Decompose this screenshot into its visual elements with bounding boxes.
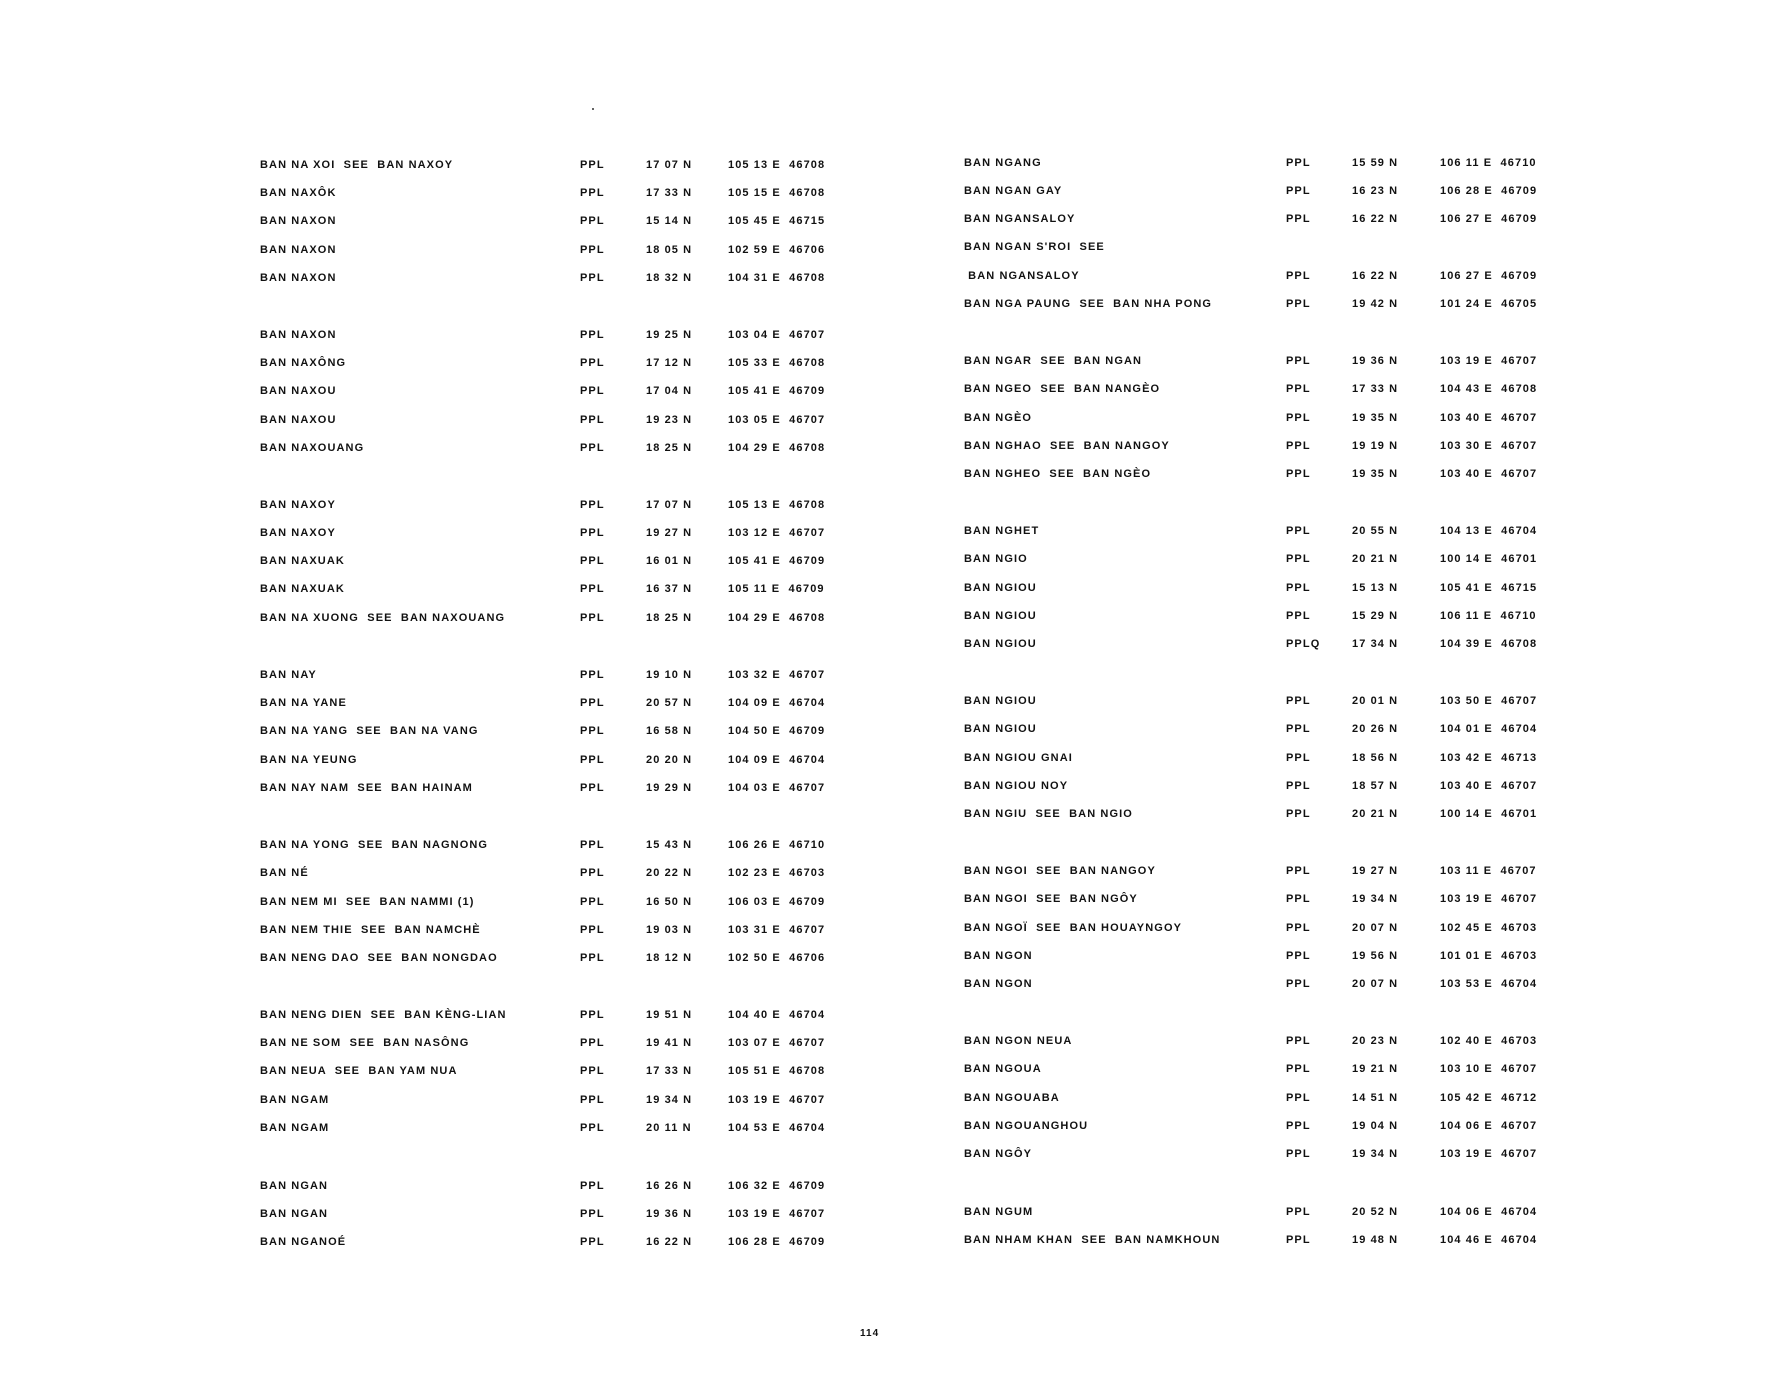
latitude: 19 27 N: [646, 527, 693, 539]
latitude: 20 07 N: [1352, 978, 1399, 990]
latitude: 20 01 N: [1352, 695, 1399, 707]
longitude-and-map-ref: 103 19 E 46707: [1440, 1148, 1538, 1160]
latitude: 20 55 N: [1352, 525, 1399, 537]
place-name: BAN NAXON: [260, 272, 337, 284]
latitude: 18 57 N: [1352, 780, 1399, 792]
longitude-and-map-ref: 106 28 E 46709: [1440, 185, 1538, 197]
place-name: BAN NGANOÉ: [260, 1236, 347, 1248]
latitude: 17 07 N: [646, 499, 693, 511]
latitude: 14 51 N: [1352, 1092, 1399, 1104]
place-name: BAN NGHAO SEE BAN NANGOY: [964, 440, 1170, 452]
latitude: 17 04 N: [646, 385, 693, 397]
latitude: 16 26 N: [646, 1180, 693, 1192]
longitude-and-map-ref: 102 59 E 46706: [728, 244, 826, 256]
feature-code: PPL: [580, 1009, 605, 1021]
latitude: 19 34 N: [1352, 1148, 1399, 1160]
place-name: BAN NGÈO: [964, 412, 1033, 424]
longitude-and-map-ref: 104 50 E 46709: [728, 725, 826, 737]
longitude-and-map-ref: 105 13 E 46708: [728, 499, 826, 511]
speck-mark: [592, 108, 594, 110]
place-name: BAN NÉ: [260, 867, 309, 879]
place-name: BAN NGAN: [260, 1180, 329, 1192]
latitude: 19 56 N: [1352, 950, 1399, 962]
latitude: 18 25 N: [646, 442, 693, 454]
latitude: 18 25 N: [646, 612, 693, 624]
latitude: 20 21 N: [1352, 553, 1399, 565]
feature-code: PPL: [1286, 610, 1311, 622]
latitude: 19 36 N: [1352, 355, 1399, 367]
longitude-and-map-ref: 104 31 E 46708: [728, 272, 826, 284]
place-name: BAN NGOI SEE BAN NGÔY: [964, 893, 1138, 905]
latitude: 19 35 N: [1352, 412, 1399, 424]
latitude: 19 41 N: [646, 1037, 693, 1049]
place-name: BAN NAXOU: [260, 385, 337, 397]
longitude-and-map-ref: 103 12 E 46707: [728, 527, 826, 539]
feature-code: PPL: [1286, 893, 1311, 905]
latitude: 19 10 N: [646, 669, 693, 681]
place-name: BAN NGOUANGHOU: [964, 1120, 1089, 1132]
place-name: BAN NGAN GAY: [964, 185, 1063, 197]
place-name: BAN NAXON: [260, 329, 337, 341]
place-name: BAN NA XUONG SEE BAN NAXOUANG: [260, 612, 506, 624]
place-name: BAN NGÔY: [964, 1148, 1033, 1160]
latitude: 20 22 N: [646, 867, 693, 879]
latitude: 19 03 N: [646, 924, 693, 936]
longitude-and-map-ref: 106 26 E 46710: [728, 839, 826, 851]
feature-code: PPL: [1286, 978, 1311, 990]
place-name: BAN NAY NAM SEE BAN HAINAM: [260, 782, 473, 794]
place-name: BAN NA YANE: [260, 697, 347, 709]
feature-code: PPL: [580, 924, 605, 936]
feature-code: PPL: [1286, 553, 1311, 565]
latitude: 19 42 N: [1352, 298, 1399, 310]
place-name: BAN NGHEO SEE BAN NGÈO: [964, 468, 1152, 480]
place-name: BAN NGAR SEE BAN NGAN: [964, 355, 1143, 367]
feature-code: PPL: [580, 867, 605, 879]
latitude: 19 36 N: [646, 1208, 693, 1220]
latitude: 20 11 N: [646, 1122, 692, 1134]
feature-code: PPL: [580, 1122, 605, 1134]
latitude: 19 34 N: [1352, 893, 1399, 905]
longitude-and-map-ref: 106 03 E 46709: [728, 896, 826, 908]
place-name: BAN NAXOY: [260, 527, 336, 539]
feature-code: PPL: [1286, 808, 1311, 820]
place-name: BAN NAXOY: [260, 499, 336, 511]
page-number: 114: [860, 1328, 880, 1339]
latitude: 16 22 N: [1352, 213, 1399, 225]
longitude-and-map-ref: 104 39 E 46708: [1440, 638, 1538, 650]
feature-code: PPL: [580, 896, 605, 908]
longitude-and-map-ref: 103 53 E 46704: [1440, 978, 1538, 990]
place-name: BAN NGOI SEE BAN NANGOY: [964, 865, 1156, 877]
feature-code: PPL: [580, 499, 605, 511]
longitude-and-map-ref: 105 42 E 46712: [1440, 1092, 1538, 1104]
longitude-and-map-ref: 103 40 E 46707: [1440, 780, 1538, 792]
feature-code: PPL: [1286, 355, 1311, 367]
longitude-and-map-ref: 103 42 E 46713: [1440, 752, 1538, 764]
latitude: 19 34 N: [646, 1094, 693, 1106]
feature-code: PPL: [580, 272, 605, 284]
feature-code: PPL: [1286, 922, 1311, 934]
longitude-and-map-ref: 103 40 E 46707: [1440, 412, 1538, 424]
latitude: 17 12 N: [646, 357, 693, 369]
place-name: BAN NGAM: [260, 1094, 330, 1106]
place-name: BAN NA XOI SEE BAN NAXOY: [260, 159, 454, 171]
latitude: 19 51 N: [646, 1009, 693, 1021]
feature-code: PPL: [1286, 695, 1311, 707]
place-name: BAN NA YONG SEE BAN NAGNONG: [260, 839, 489, 851]
feature-code: PPL: [580, 1094, 605, 1106]
feature-code: PPL: [580, 555, 605, 567]
feature-code: PPL: [1286, 157, 1311, 169]
place-name: BAN NGIOU: [964, 723, 1037, 735]
latitude: 16 58 N: [646, 725, 693, 737]
feature-code: PPL: [1286, 1120, 1311, 1132]
place-name: BAN NAXON: [260, 215, 337, 227]
latitude: 17 33 N: [646, 1065, 693, 1077]
longitude-and-map-ref: 104 06 E 46707: [1440, 1120, 1538, 1132]
feature-code: PPLQ: [1286, 638, 1321, 650]
longitude-and-map-ref: 105 41 E 46715: [1440, 582, 1538, 594]
feature-code: PPL: [1286, 1234, 1311, 1246]
longitude-and-map-ref: 104 06 E 46704: [1440, 1206, 1538, 1218]
feature-code: PPL: [580, 244, 605, 256]
latitude: 16 50 N: [646, 896, 693, 908]
feature-code: PPL: [1286, 950, 1311, 962]
latitude: 19 25 N: [646, 329, 693, 341]
feature-code: PPL: [1286, 412, 1311, 424]
feature-code: PPL: [580, 782, 605, 794]
longitude-and-map-ref: 104 13 E 46704: [1440, 525, 1538, 537]
longitude-and-map-ref: 106 32 E 46709: [728, 1180, 826, 1192]
feature-code: PPL: [580, 725, 605, 737]
latitude: 16 01 N: [646, 555, 693, 567]
latitude: 19 27 N: [1352, 865, 1399, 877]
longitude-and-map-ref: 106 11 E 46710: [1440, 157, 1537, 169]
feature-code: PPL: [580, 839, 605, 851]
latitude: 19 29 N: [646, 782, 693, 794]
longitude-and-map-ref: 103 05 E 46707: [728, 414, 826, 426]
place-name: BAN NGANSALOY: [964, 213, 1076, 225]
longitude-and-map-ref: 104 09 E 46704: [728, 754, 826, 766]
place-name: BAN NGUM: [964, 1206, 1034, 1218]
place-name: BAN NGIOU GNAI: [964, 752, 1073, 764]
feature-code: PPL: [1286, 582, 1311, 594]
feature-code: PPL: [580, 669, 605, 681]
place-name: BAN NGAM: [260, 1122, 330, 1134]
longitude-and-map-ref: 105 41 E 46709: [728, 385, 826, 397]
place-name: BAN NAXUAK: [260, 555, 345, 567]
latitude: 20 52 N: [1352, 1206, 1399, 1218]
latitude: 16 37 N: [646, 583, 693, 595]
place-name: BAN NAY: [260, 669, 317, 681]
longitude-and-map-ref: 103 10 E 46707: [1440, 1063, 1538, 1075]
feature-code: PPL: [580, 1208, 605, 1220]
place-name: BAN NHAM KHAN SEE BAN NAMKHOUN: [964, 1234, 1221, 1246]
feature-code: PPL: [580, 527, 605, 539]
place-name: BAN NGIO: [964, 553, 1028, 565]
longitude-and-map-ref: 104 40 E 46704: [728, 1009, 826, 1021]
longitude-and-map-ref: 103 19 E 46707: [728, 1094, 826, 1106]
place-name: BAN NENG DAO SEE BAN NONGDAO: [260, 952, 498, 964]
longitude-and-map-ref: 104 29 E 46708: [728, 442, 826, 454]
feature-code: PPL: [1286, 780, 1311, 792]
place-name: BAN NGANSALOY: [964, 270, 1080, 282]
feature-code: PPL: [580, 442, 605, 454]
latitude: 18 32 N: [646, 272, 693, 284]
longitude-and-map-ref: 105 41 E 46709: [728, 555, 826, 567]
latitude: 16 22 N: [1352, 270, 1399, 282]
place-name: BAN NGAN: [260, 1208, 329, 1220]
place-name: BAN NGAN S'ROI SEE: [964, 241, 1105, 253]
feature-code: PPL: [580, 1037, 605, 1049]
feature-code: PPL: [1286, 525, 1311, 537]
longitude-and-map-ref: 103 19 E 46707: [1440, 893, 1538, 905]
latitude: 19 23 N: [646, 414, 693, 426]
longitude-and-map-ref: 104 09 E 46704: [728, 697, 826, 709]
feature-code: PPL: [580, 357, 605, 369]
feature-code: PPL: [1286, 270, 1311, 282]
longitude-and-map-ref: 104 29 E 46708: [728, 612, 826, 624]
longitude-and-map-ref: 105 11 E 46709: [728, 583, 825, 595]
latitude: 20 26 N: [1352, 723, 1399, 735]
latitude: 20 07 N: [1352, 922, 1399, 934]
latitude: 20 21 N: [1352, 808, 1399, 820]
feature-code: PPL: [580, 1236, 605, 1248]
longitude-and-map-ref: 105 33 E 46708: [728, 357, 826, 369]
place-name: BAN NGEO SEE BAN NANGÈO: [964, 383, 1161, 395]
place-name: BAN NGON NEUA: [964, 1035, 1073, 1047]
feature-code: PPL: [1286, 298, 1311, 310]
feature-code: PPL: [580, 187, 605, 199]
feature-code: PPL: [580, 952, 605, 964]
latitude: 20 20 N: [646, 754, 693, 766]
longitude-and-map-ref: 104 46 E 46704: [1440, 1234, 1538, 1246]
place-name: BAN NA YANG SEE BAN NA VANG: [260, 725, 479, 737]
feature-code: PPL: [1286, 1148, 1311, 1160]
place-name: BAN NGHET: [964, 525, 1040, 537]
place-name: BAN NAXÔNG: [260, 357, 347, 369]
latitude: 18 56 N: [1352, 752, 1399, 764]
feature-code: PPL: [1286, 185, 1311, 197]
latitude: 19 35 N: [1352, 468, 1399, 480]
place-name: BAN NEM MI SEE BAN NAMMI (1): [260, 896, 475, 908]
feature-code: PPL: [580, 159, 605, 171]
longitude-and-map-ref: 103 50 E 46707: [1440, 695, 1538, 707]
feature-code: PPL: [1286, 468, 1311, 480]
feature-code: PPL: [1286, 440, 1311, 452]
longitude-and-map-ref: 102 50 E 46706: [728, 952, 826, 964]
place-name: BAN NENG DIEN SEE BAN KÈNG-LIAN: [260, 1009, 507, 1021]
longitude-and-map-ref: 105 15 E 46708: [728, 187, 826, 199]
latitude: 15 13 N: [1352, 582, 1399, 594]
feature-code: PPL: [580, 697, 605, 709]
longitude-and-map-ref: 104 03 E 46707: [728, 782, 826, 794]
feature-code: PPL: [1286, 1035, 1311, 1047]
place-name: BAN NA YEUNG: [260, 754, 358, 766]
place-name: BAN NGA PAUNG SEE BAN NHA PONG: [964, 298, 1213, 310]
feature-code: PPL: [1286, 865, 1311, 877]
latitude: 20 23 N: [1352, 1035, 1399, 1047]
place-name: BAN NGOUA: [964, 1063, 1042, 1075]
feature-code: PPL: [580, 1180, 605, 1192]
longitude-and-map-ref: 100 14 E 46701: [1440, 808, 1538, 820]
latitude: 20 57 N: [646, 697, 693, 709]
latitude: 17 33 N: [1352, 383, 1399, 395]
latitude: 15 14 N: [646, 215, 693, 227]
latitude: 16 23 N: [1352, 185, 1399, 197]
latitude: 17 34 N: [1352, 638, 1399, 650]
latitude: 19 48 N: [1352, 1234, 1399, 1246]
feature-code: PPL: [580, 754, 605, 766]
latitude: 19 21 N: [1352, 1063, 1399, 1075]
latitude: 15 59 N: [1352, 157, 1399, 169]
latitude: 18 05 N: [646, 244, 693, 256]
latitude: 17 33 N: [646, 187, 693, 199]
feature-code: PPL: [580, 583, 605, 595]
feature-code: PPL: [580, 385, 605, 397]
feature-code: PPL: [580, 414, 605, 426]
longitude-and-map-ref: 103 30 E 46707: [1440, 440, 1538, 452]
place-name: BAN NGIOU: [964, 638, 1037, 650]
longitude-and-map-ref: 101 01 E 46703: [1440, 950, 1538, 962]
feature-code: PPL: [580, 329, 605, 341]
longitude-and-map-ref: 103 07 E 46707: [728, 1037, 826, 1049]
place-name: BAN NGON: [964, 950, 1033, 962]
latitude: 18 12 N: [646, 952, 693, 964]
longitude-and-map-ref: 100 14 E 46701: [1440, 553, 1538, 565]
feature-code: PPL: [1286, 1063, 1311, 1075]
place-name: BAN NAXOU: [260, 414, 337, 426]
place-name: BAN NGIOU: [964, 610, 1037, 622]
latitude: 19 04 N: [1352, 1120, 1399, 1132]
longitude-and-map-ref: 106 11 E 46710: [1440, 610, 1537, 622]
longitude-and-map-ref: 104 43 E 46708: [1440, 383, 1538, 395]
longitude-and-map-ref: 102 40 E 46703: [1440, 1035, 1538, 1047]
longitude-and-map-ref: 106 28 E 46709: [728, 1236, 826, 1248]
longitude-and-map-ref: 103 40 E 46707: [1440, 468, 1538, 480]
place-name: BAN NAXUAK: [260, 583, 345, 595]
longitude-and-map-ref: 105 45 E 46715: [728, 215, 826, 227]
place-name: BAN NGIU SEE BAN NGIO: [964, 808, 1133, 820]
latitude: 15 43 N: [646, 839, 693, 851]
longitude-and-map-ref: 102 23 E 46703: [728, 867, 826, 879]
feature-code: PPL: [1286, 1206, 1311, 1218]
place-name: BAN NAXÔK: [260, 187, 337, 199]
longitude-and-map-ref: 106 27 E 46709: [1440, 213, 1538, 225]
longitude-and-map-ref: 103 31 E 46707: [728, 924, 826, 936]
longitude-and-map-ref: 101 24 E 46705: [1440, 298, 1538, 310]
feature-code: PPL: [580, 215, 605, 227]
feature-code: PPL: [1286, 752, 1311, 764]
place-name: BAN NE SOM SEE BAN NASÔNG: [260, 1037, 470, 1049]
latitude: 16 22 N: [646, 1236, 693, 1248]
longitude-and-map-ref: 102 45 E 46703: [1440, 922, 1538, 934]
longitude-and-map-ref: 103 19 E 46707: [728, 1208, 826, 1220]
feature-code: PPL: [1286, 723, 1311, 735]
longitude-and-map-ref: 104 53 E 46704: [728, 1122, 826, 1134]
place-name: BAN NGANG: [964, 157, 1042, 169]
longitude-and-map-ref: 103 11 E 46707: [1440, 865, 1537, 877]
place-name: BAN NGON: [964, 978, 1033, 990]
place-name: BAN NGIOU: [964, 695, 1037, 707]
feature-code: PPL: [580, 1065, 605, 1077]
place-name: BAN NGOÏ SEE BAN HOUAYNGOY: [964, 922, 1183, 934]
longitude-and-map-ref: 103 19 E 46707: [1440, 355, 1538, 367]
latitude: 19 19 N: [1352, 440, 1399, 452]
latitude: 15 29 N: [1352, 610, 1399, 622]
longitude-and-map-ref: 105 13 E 46708: [728, 159, 826, 171]
longitude-and-map-ref: 105 51 E 46708: [728, 1065, 826, 1077]
place-name: BAN NEM THIE SEE BAN NAMCHÈ: [260, 924, 481, 936]
latitude: 17 07 N: [646, 159, 693, 171]
longitude-and-map-ref: 104 01 E 46704: [1440, 723, 1538, 735]
place-name: BAN NAXON: [260, 244, 337, 256]
longitude-and-map-ref: 106 27 E 46709: [1440, 270, 1538, 282]
place-name: BAN NGIOU NOY: [964, 780, 1069, 792]
feature-code: PPL: [580, 612, 605, 624]
feature-code: PPL: [1286, 1092, 1311, 1104]
longitude-and-map-ref: 103 04 E 46707: [728, 329, 826, 341]
feature-code: PPL: [1286, 213, 1311, 225]
feature-code: PPL: [1286, 383, 1311, 395]
longitude-and-map-ref: 103 32 E 46707: [728, 669, 826, 681]
place-name: BAN NGIOU: [964, 582, 1037, 594]
place-name: BAN NGOUABA: [964, 1092, 1060, 1104]
place-name: BAN NEUA SEE BAN YAM NUA: [260, 1065, 458, 1077]
place-name: BAN NAXOUANG: [260, 442, 365, 454]
